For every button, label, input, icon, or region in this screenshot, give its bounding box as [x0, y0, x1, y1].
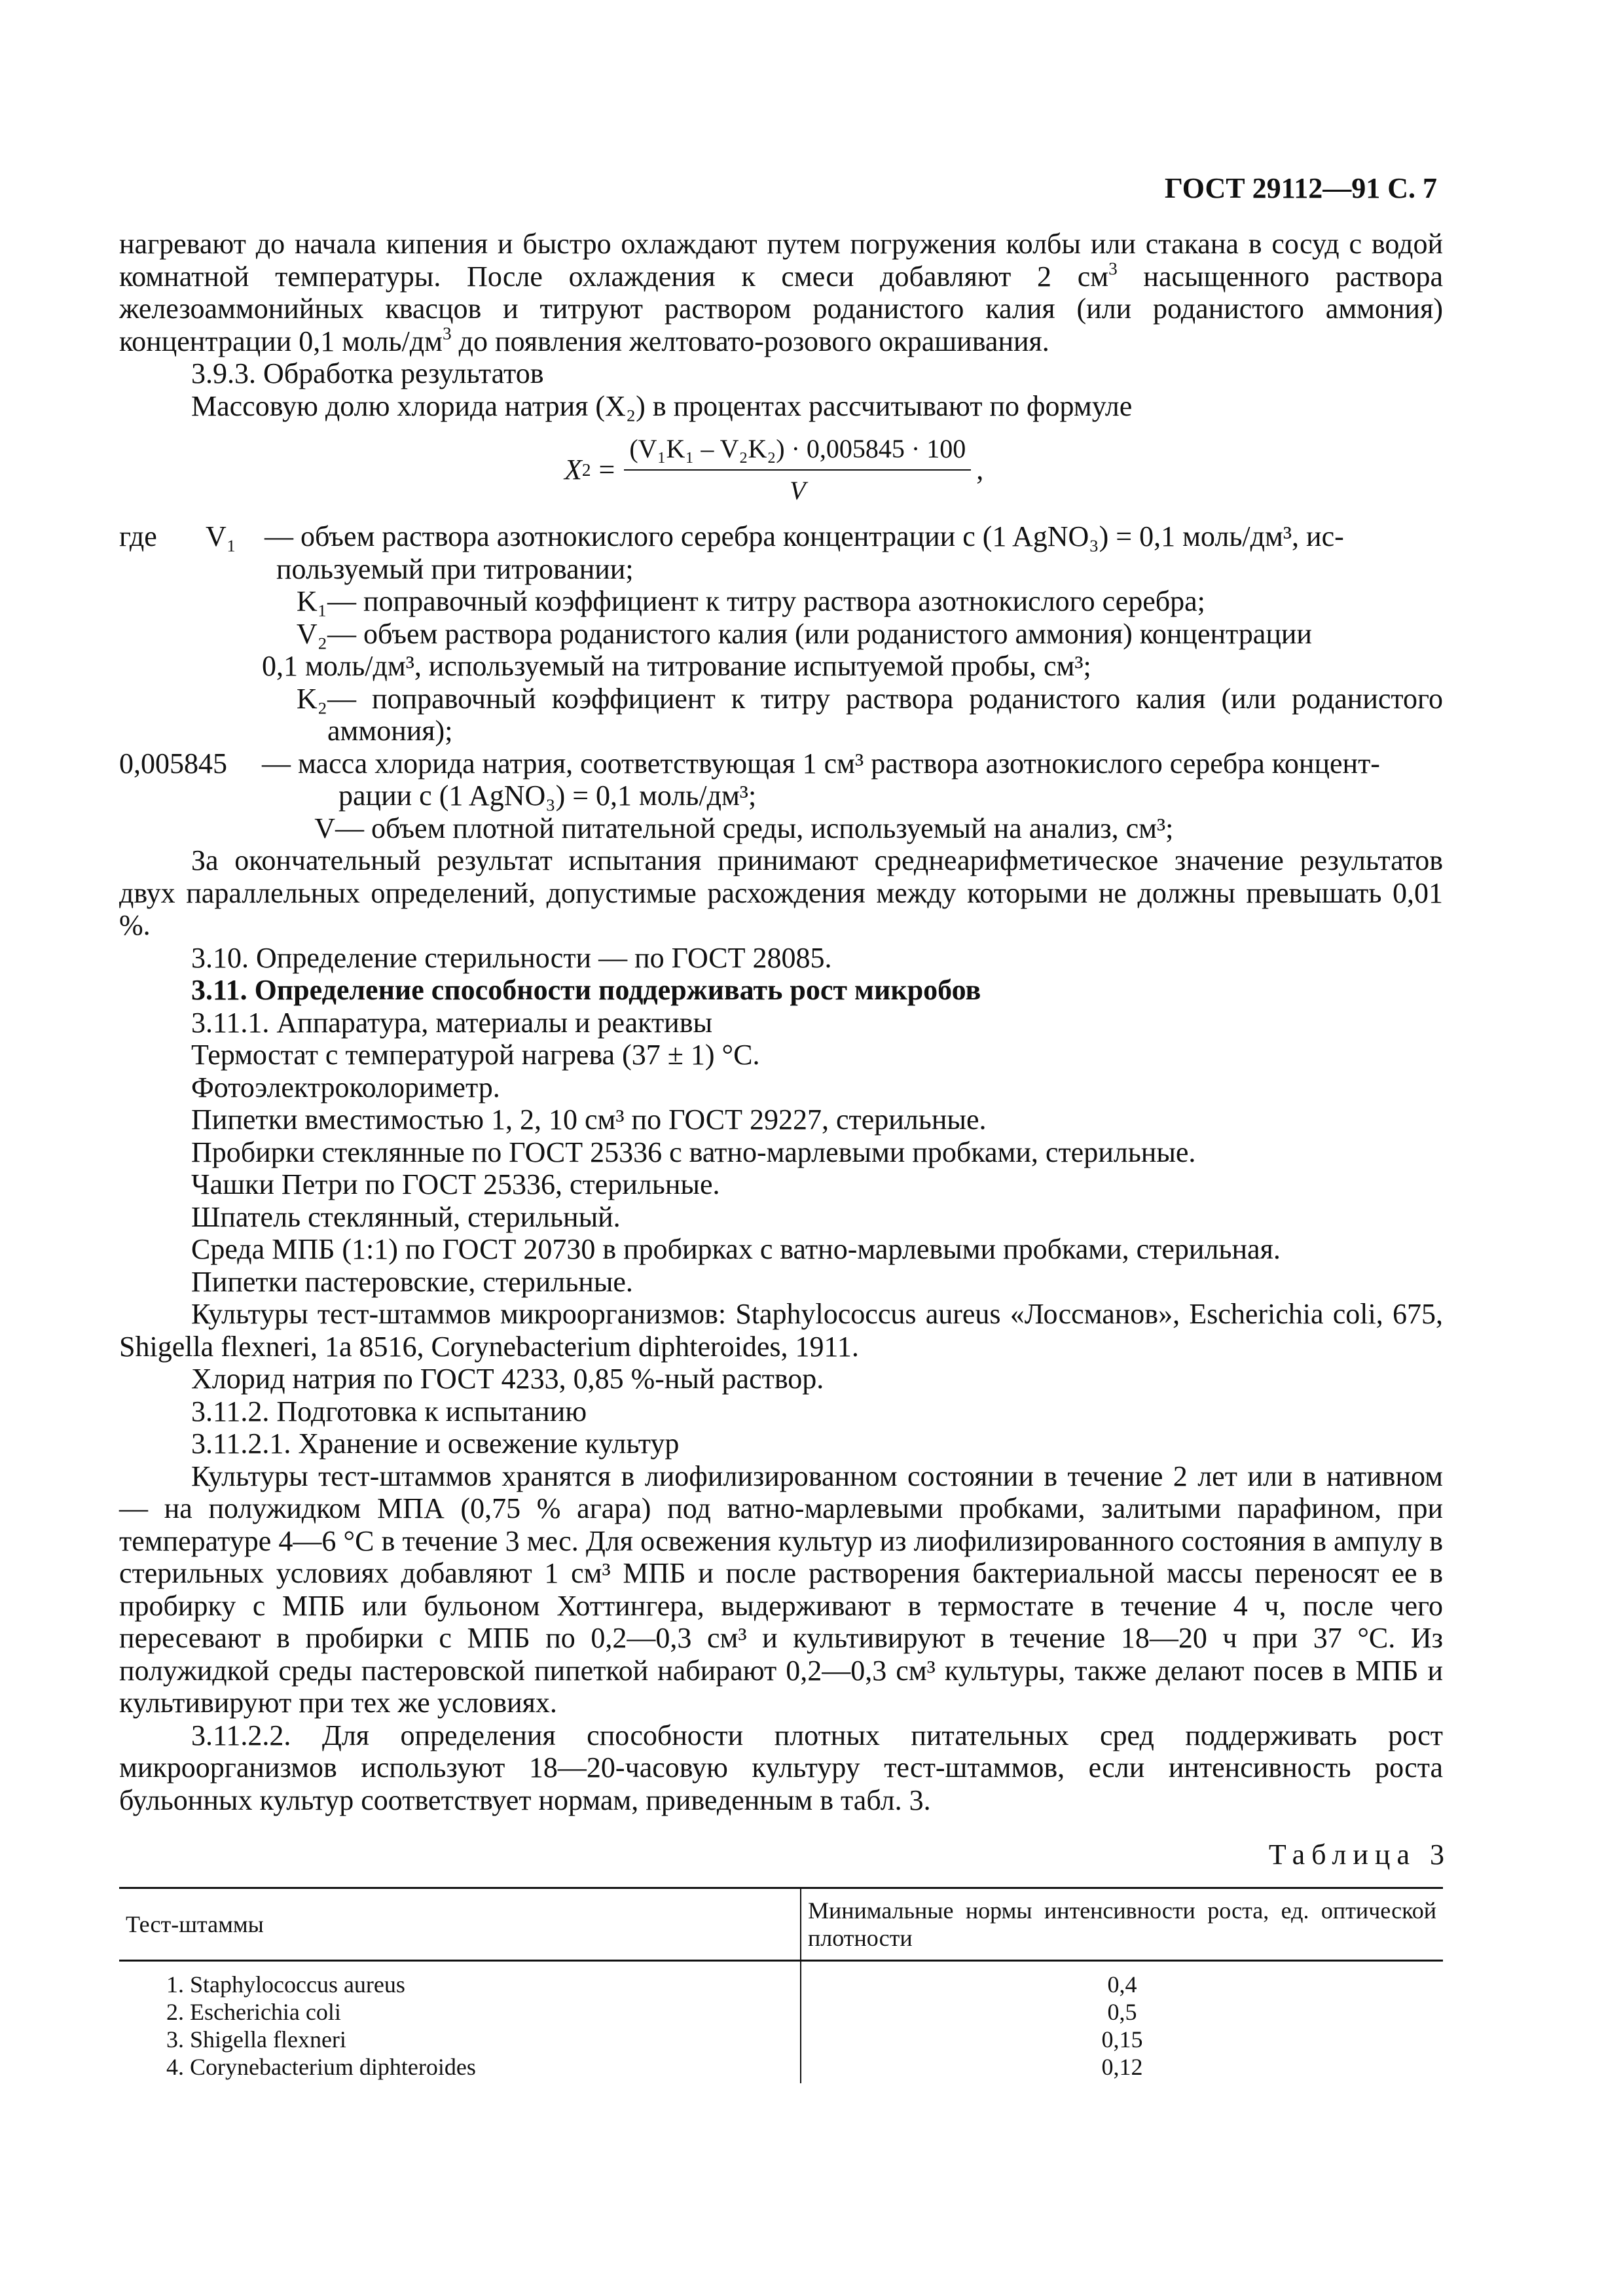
material-item: Фотоэлектроколориметр. [191, 1071, 500, 1103]
definition-v1 [119, 520, 1443, 585]
definition-v2 [119, 618, 1443, 651]
material-item: Пипетки пастеровские, стерильные. [191, 1265, 633, 1298]
table-3 [119, 1887, 1443, 2083]
def-v1-line [191, 520, 1443, 553]
section-3-11-2-1: 3.11.2.1. Хранение и освежение культур [191, 1427, 680, 1460]
formula-block [119, 422, 1443, 520]
def-text-v: — объем плотной питательной среды, используемый на анализ, см³; [335, 812, 1174, 844]
where-label: где [119, 520, 157, 552]
def-cont-v1: пользуемый при титровании; [276, 552, 634, 585]
material-item: Термостат с температурой нагрева (37 ± 1) °С. [191, 1039, 760, 1071]
def-text-k2: — поправочный коэффициент к титру раствора роданистого калия (или роданистого аммония); [327, 682, 1443, 747]
table-cell-value: 0,4 [801, 1960, 1443, 1998]
section-3-9-3: 3.9.3. Обработка результатов [191, 357, 544, 389]
material-item: Среда МПБ (1:1) по ГОСТ 20730 в пробирках с ватно-марлевыми пробками, стерильная. [191, 1233, 1281, 1265]
table-cell-value: 0,12 [801, 2053, 1443, 2083]
table-cell-value: 0,15 [801, 2026, 1443, 2053]
storage-paragraph: Культуры тест-штаммов хранятся в лиофилизированном состоянии в течение 2 лет или в нативном — на полужидком МПА (0,75 % агара) под ватно-марлевыми пробками, залитыми парафином, при температуре 4—6 °С в течение 3 мес. Для освежения культур из лиофилизированного состояния в ампулу в стерильных условиях добавляют 1 см³ МПБ и после растворения бактериальной массы переносят ее в пробирку с МПБ или бульоном Хоттингера, выдерживают в термостате в течение 4 ч, после чего пересевают в пробирки с МПБ по 0,2—0,3 см³ и культивируют в течение 18—20 ч при 37 °С. Из полужидкой среды пастеровской пипеткой набирают 0,2—0,3 см³ культуры, также делают посев в МПБ и культивируют при тех же условиях. [119, 1460, 1443, 1719]
table-cell-strain: 1. Staphylococcus aureus [166, 1971, 405, 1998]
formula: X 2 = $\frac{\text{(V₁K₁ – V₂K₂) · 0,005845 · 100}}{V}$ , [564, 433, 983, 507]
section-3-10: 3.10. Определение стерильности — по ГОСТ 28085. [191, 941, 832, 974]
table-header-row [119, 1888, 1443, 1960]
def-cont-constant: рации c (1 AgNO₃) = 0,1 моль/дм³; [338, 780, 757, 812]
table-row [119, 1998, 1443, 2026]
superscript: 3 [1108, 258, 1118, 278]
superscript: 3 [443, 323, 452, 343]
def-cont-v2: 0,1 моль/дм³, используемый на титрование испытуемой пробы, см³; [262, 650, 1091, 682]
def-key-k1: K₁ [296, 585, 327, 617]
material-item: Пипетки вместимостью 1, 2, 10 см³ по ГОСТ 29227, стерильные. [191, 1103, 987, 1136]
table-row [119, 1960, 1443, 1998]
table-caption: Таблица 3 [1268, 1839, 1451, 1871]
def-text-v1: — объем раствора азотнокислого серебра концентрации c (1 AgNO₃) = 0,1 моль/дм³, ис- [264, 520, 1344, 552]
nacl-paragraph: Хлорид натрия по ГОСТ 4233, 0,85 %-ный раствор. [191, 1363, 824, 1395]
cultures-paragraph: Культуры тест-штаммов микроорганизмов: Staphylococcus aureus «Лоссманов», Escherichia coli, 675, Shigella flexneri, 1a 8516, Corynebacterium diphteroides, 1911. [119, 1298, 1443, 1363]
formula-lhs: X [564, 453, 582, 486]
def-key-constant: 0,005845 [119, 747, 227, 780]
intro-text-2: насыщенного раствора железоаммонийных квасцов и титруют раствором роданистого калия (или роданистого аммония) концентрации 0,1 моль/дм [119, 260, 1443, 357]
material-item: Чашки Петри по ГОСТ 25336, стерильные. [191, 1168, 720, 1200]
formula-intro: Массовую долю хлорида натрия (X₂) в процентах рассчитывают по формуле [191, 389, 1133, 422]
intro-text-3: до появления желтовато-розового окрашивания. [451, 325, 1049, 357]
table-cell-strain: 4. Corynebacterium diphteroides [166, 2053, 476, 2080]
formula-equals: = [598, 453, 615, 486]
definition-k2 [119, 683, 1443, 747]
page-header: ГОСТ 29112—91 С. 7 [1164, 172, 1437, 204]
table-row [119, 2026, 1443, 2053]
def-text-k1: — поправочный коэффициент к титру раствора азотнокислого серебра; [327, 585, 1205, 617]
section-3-11-heading: 3.11. Определение способности поддерживать рост микробов [191, 974, 981, 1006]
table-cell-strain: 3. Shigella flexneri [166, 2026, 346, 2053]
formula-fraction [624, 433, 971, 507]
def-text-v2: — объем раствора роданистого калия (или роданистого аммония) концентрации [327, 617, 1312, 650]
formula-numerator: (V₁K₁ – V₂K₂) · 0,005845 · 100 [629, 434, 966, 463]
formula-denominator: V [790, 475, 806, 505]
def-text-constant: — масса хлорида натрия, соответствующая 1 см³ раствора азотнокислого серебра концент- [262, 747, 1380, 780]
definition-constant [119, 747, 1443, 780]
table-cell-strain: 2. Escherichia coli [166, 1998, 341, 2025]
document-body [119, 228, 1451, 2083]
material-item: Пробирки стеклянные по ГОСТ 25336 с ватно-марлевыми пробками, стерильные. [191, 1136, 1196, 1168]
paragraph-intro [119, 228, 1443, 357]
def-key-v1: V₁ [206, 520, 237, 552]
def-key-v2: V₂ [296, 617, 327, 650]
formula-tail: , [976, 453, 984, 486]
table-header-strains: Тест-штаммы [119, 1888, 801, 1960]
section-3-11-2-2: 3.11.2.2. Для определения способности плотных питательных сред поддерживать рост микроорганизмов используют 18—20-часовую культуру тест-штаммов, если интенсивность роста бульонных культур соответствует нормам, приведенным в табл. 3. [119, 1719, 1443, 1816]
def-key-v: V [314, 812, 335, 844]
table-row [119, 2053, 1443, 2083]
final-result-paragraph: За окончательный результат испытания принимают среднеарифметическое значение результатов двух параллельных определений, допустимые расхождения между которыми не должны превышать 0,01 %. [119, 844, 1443, 941]
definition-v [119, 812, 1443, 845]
material-item: Шпатель стеклянный, стерильный. [191, 1200, 621, 1233]
section-3-11-2: 3.11.2. Подготовка к испытанию [191, 1395, 587, 1427]
table-cell-value: 0,5 [801, 1998, 1443, 2026]
intro-text-1: нагревают до начала кипения и быстро охлаждают путем погружения колбы или стакана в сосуд с водой комнатной температуры. После охлаждения к смеси добавляют 2 см [119, 228, 1443, 293]
table-header-norms: Минимальные нормы интенсивности роста, ед. оптической плотности [801, 1888, 1443, 1960]
def-key-k2: K₂ [296, 682, 327, 715]
section-3-11-1: 3.11.1. Аппаратура, материалы и реактивы [191, 1006, 713, 1039]
definition-k1 [119, 585, 1443, 618]
